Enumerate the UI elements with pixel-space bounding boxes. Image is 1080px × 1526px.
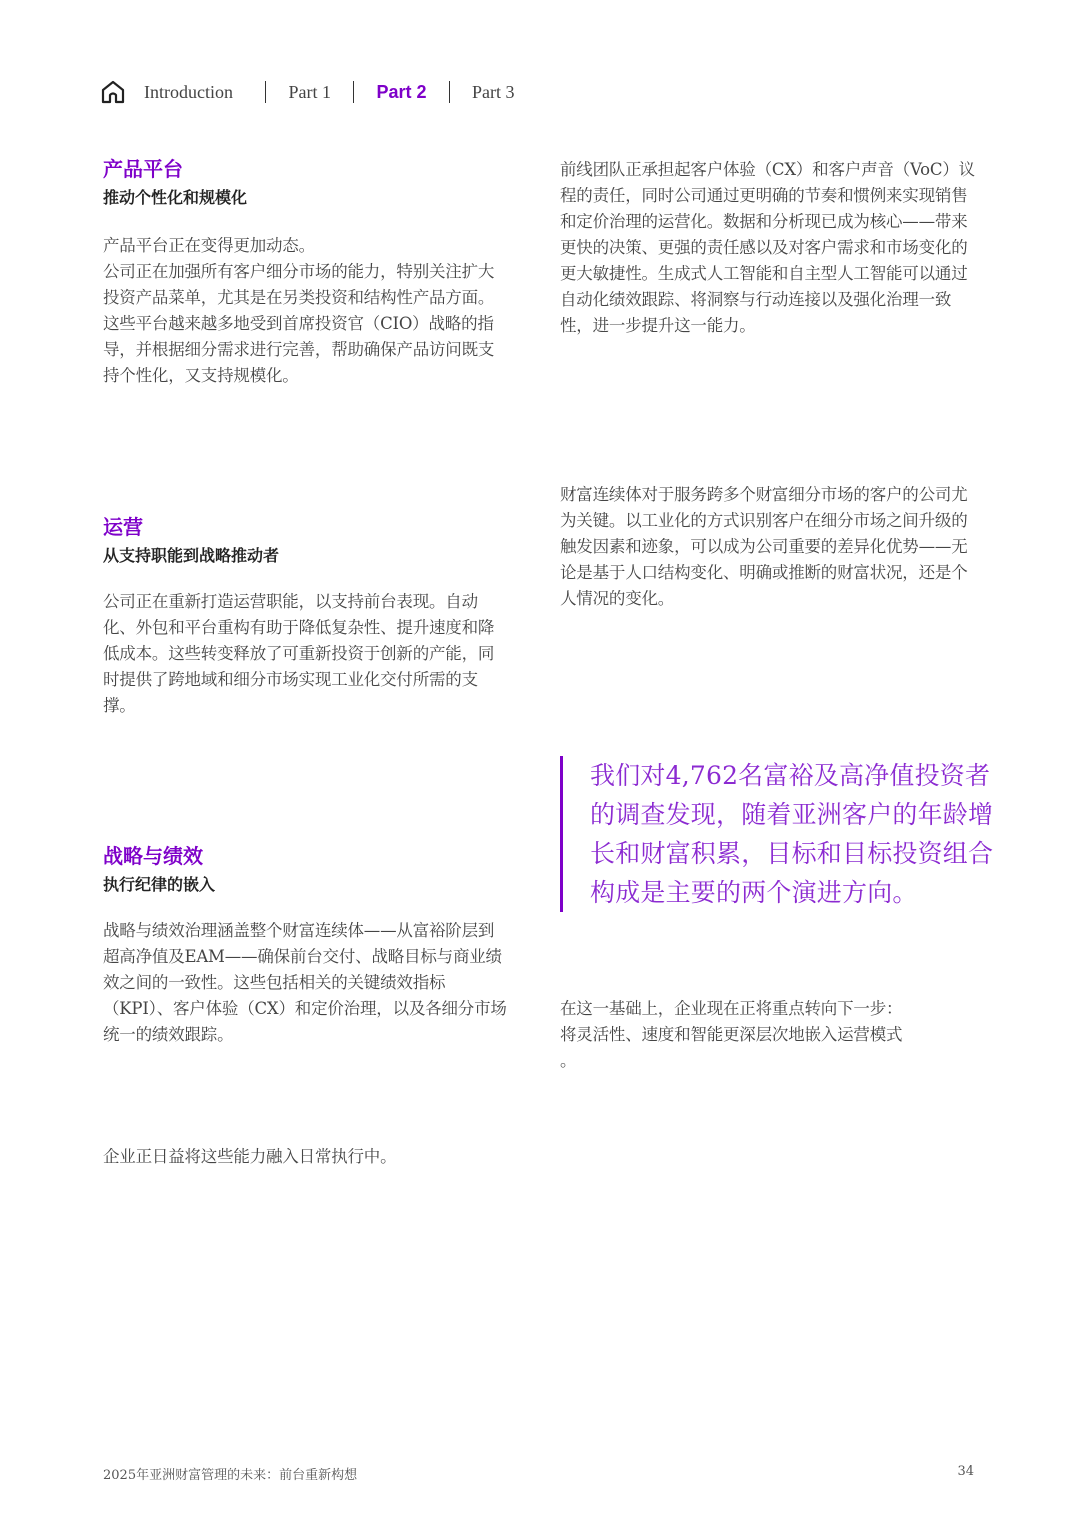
pull-quote: [560, 756, 1010, 912]
right-bottom-line-1: 在这一基础上，企业现在正将重点转向下一步：: [560, 999, 903, 1018]
strategy-body: 战略与绩效治理涵盖整个财富连续体——从富裕阶层到超高净值及EAM——确保前台交付、战略目标与商业绩效之间的一致性。这些包括相关的关键绩效指标（KPI）、客户体验（CX）和定价治理，以及各细分市场统一的绩效跟踪。: [103, 921, 507, 1044]
right-mid-paragraph: 财富连续体对于服务跨多个财富细分市场的客户的公司尤为关键。以工业化的方式识别客户在细分市场之间升级的触发因素和迹象，可以成为公司重要的差异化优势——无论是基于人口结构变化、明确或推断的财富状况，还是个人情况的变化。: [560, 485, 968, 608]
operations-section: [103, 513, 508, 719]
operations-subtitle: 从支持职能到战略推动者: [103, 546, 280, 565]
page-number: 34: [957, 1464, 974, 1479]
nav-divider: [449, 81, 451, 103]
right-bottom-paragraph: [560, 996, 980, 1074]
product-body: 公司正在加强所有客户细分市场的能力，特别关注扩大投资产品菜单，尤其是在另类投资和结构性产品方面。这些平台越来越多地受到首席投资官（CIO）战略的指导，并根据细分需求进行完善，帮助确保产品访问既支持个性化，又支持规模化。: [103, 262, 495, 385]
product-subtitle: 推动个性化和规模化: [103, 188, 248, 207]
nav-part-2[interactable]: Part 2: [376, 81, 427, 102]
right-top-paragraph: 前线团队正承担起客户体验（CX）和客户声音（VoC）议程的责任，同时公司通过更明确的节奏和惯例来实现销售和定价治理的运营化。数据和分析现已成为核心——带来更快的决策、更强的责任感以及对客户需求和市场变化的更大敏捷性。生成式人工智能和自主型人工智能可以通过自动化绩效跟踪、将洞察与行动连接以及强化治理一致性，进一步提升这一能力。: [560, 160, 975, 335]
strategy-title: 战略与绩效: [103, 844, 203, 868]
home-icon[interactable]: [100, 79, 126, 105]
top-nav: [100, 78, 515, 106]
nav-divider: [265, 81, 267, 103]
product-lead: 产品平台正在变得更加动态。: [103, 236, 315, 255]
nav-divider: [353, 81, 355, 103]
nav-part-1[interactable]: Part 1: [288, 81, 331, 102]
strategy-subtitle: 执行纪律的嵌入: [103, 875, 216, 894]
product-section: [103, 155, 508, 389]
operations-title: 运营: [103, 515, 143, 539]
strategy-section: [103, 842, 508, 1048]
closing-sentence: 企业正日益将这些能力融入日常执行中。: [103, 1147, 397, 1166]
product-title: 产品平台: [103, 157, 183, 181]
nav-part-3[interactable]: Part 3: [472, 81, 515, 102]
pull-quote-text: 我们对4,762名富裕及高净值投资者的调查发现，随着亚洲客户的年龄增长和财富积累，目标和目标投资组合构成是主要的两个演进方向。: [590, 761, 994, 907]
nav-introduction[interactable]: Introduction: [144, 81, 233, 102]
right-bottom-line-2: 将灵活性、速度和智能更深层次地嵌入运营模式: [560, 1025, 903, 1044]
footer-title: 2025年亚洲财富管理的未来：前台重新构想: [103, 1468, 358, 1483]
right-bottom-line-3: 。: [560, 1051, 577, 1070]
operations-body: 公司正在重新打造运营职能，以支持前台表现。自动化、外包和平台重构有助于降低复杂性、提升速度和降低成本。这些转变释放了可重新投资于创新的产能，同时提供了跨地域和细分市场实现工业化交付所需的支撑。: [103, 592, 495, 715]
